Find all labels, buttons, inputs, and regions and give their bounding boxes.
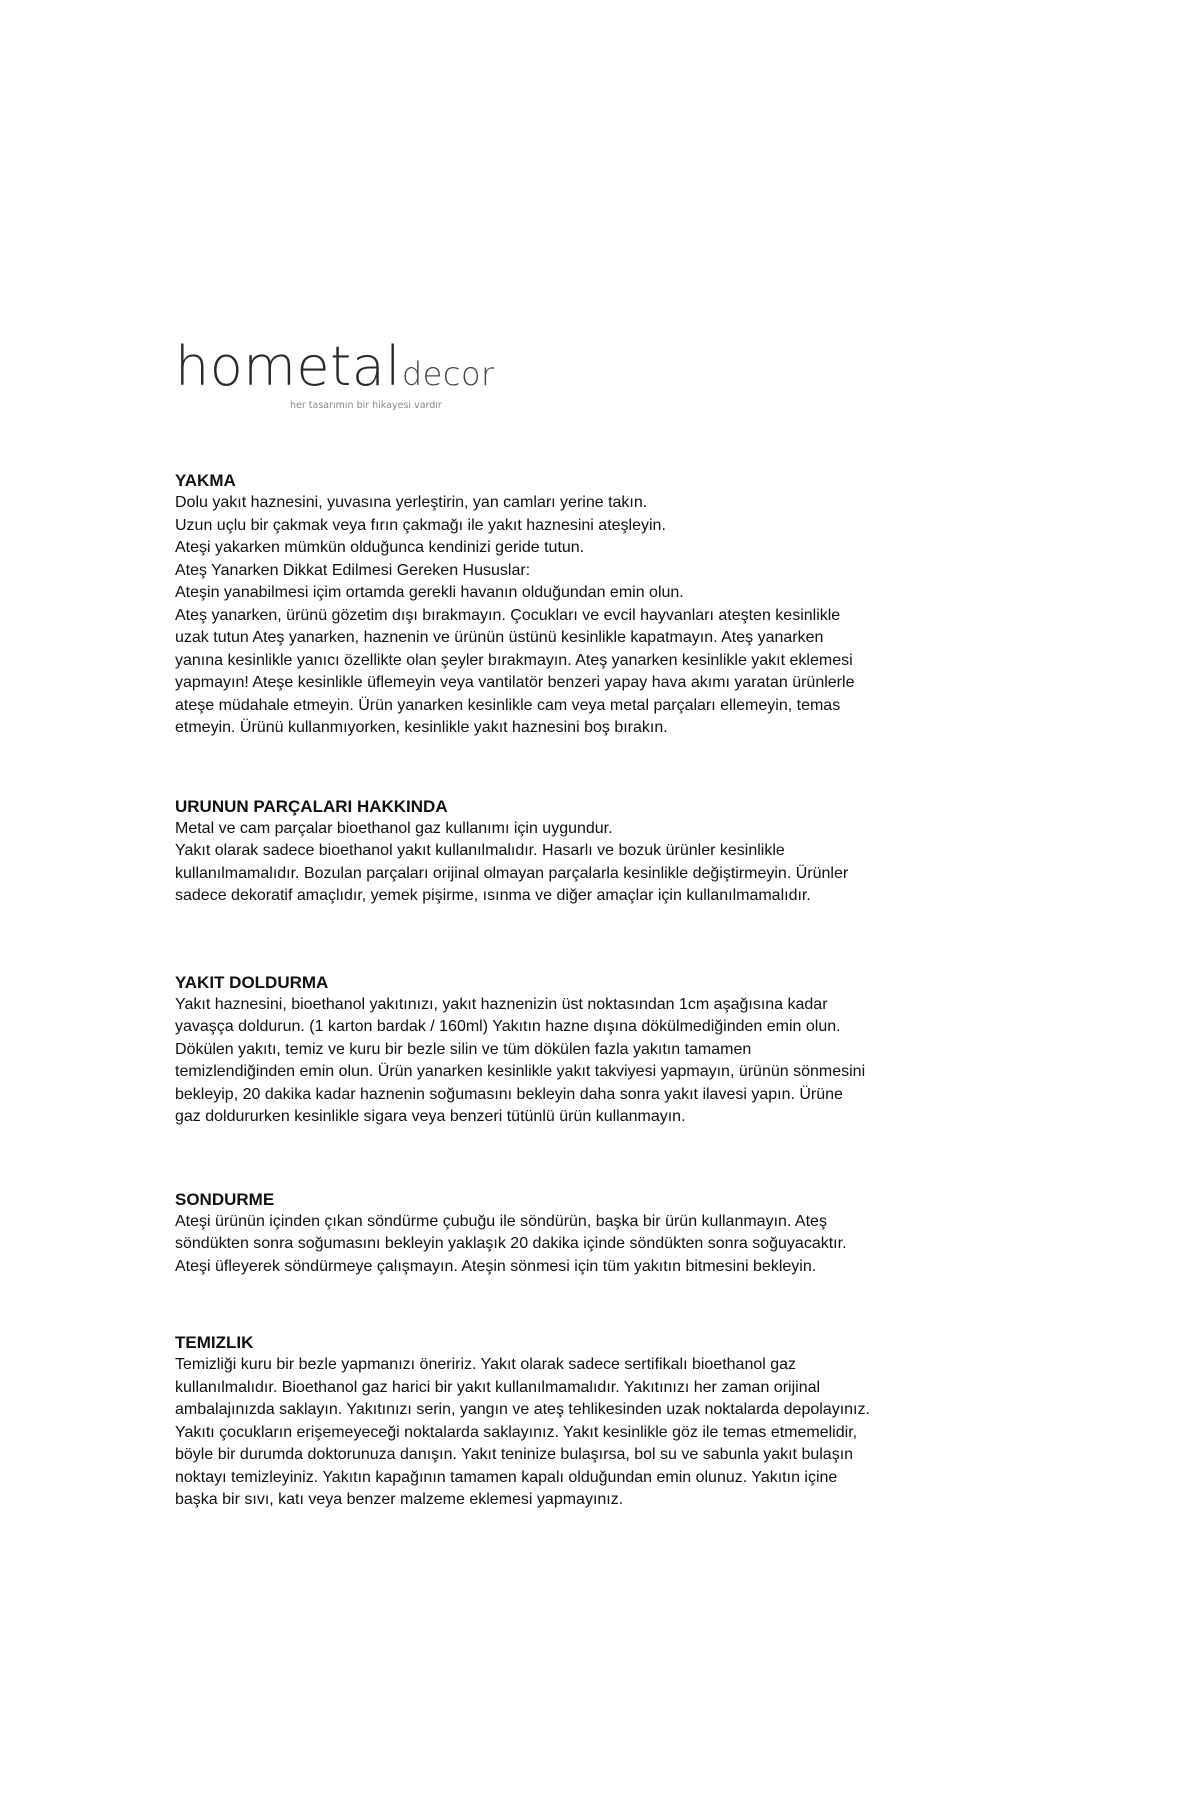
logo-tagline: her tasarımın bir hikayesi vardır — [290, 400, 442, 411]
body-line: temizlendiğinden emin olun. Ürün yanarken kesinlikle yakıt takviyesi yapmayın, ürünün sönmesini — [175, 1063, 866, 1080]
body-line: bekleyip, 20 dakika kadar haznenin soğumasını bekleyin daha sonra yakıt ilavesi yapın. Ürüne — [175, 1085, 843, 1103]
body-line: Ateşi üfleyerek söndürmeye çalışmayın. Ateşin sönmesi için tüm yakıtın bitmesini bekleyin. — [175, 1257, 817, 1275]
section-temizlik — [175, 1332, 1035, 1512]
body-line: ambalajınızda saklayın. Yakıtınızı serin, yangın ve ateş tehlikesinden uzak noktalarda depolayınız. — [175, 1401, 870, 1418]
section-sondurme — [175, 1189, 1035, 1279]
body-line: Yakıt olarak sadece bioethanol yakıt kullanılmalıdır. Hasarlı ve bozuk ürünler kesinlikle — [175, 842, 785, 859]
section-title: SONDURME — [175, 1189, 275, 1209]
brand-logo — [175, 335, 495, 420]
body-line: kullanılmamalıdır. Bozulan parçaları orijinal olmayan parçalarla kesinlikle değiştirmeyin. Ürünler — [175, 864, 849, 882]
body-line: böyle bir durumda doktorunuza danışın. Yakıt teninize bulaşırsa, bol su ve sabunla yakıt bulaşın — [175, 1446, 854, 1463]
body-line: Ateş Yanarken Dikkat Edilmesi Gereken Hususlar: — [175, 561, 531, 579]
body-line: yapmayın! Ateşe kesinlikle üflemeyin veya vantilatör benzeri yapay hava akımı yaratan ürünlerle — [175, 674, 855, 691]
body-line: Ateşin yanabilmesi içim ortamda gerekli havanın olduğundan emin olun. — [175, 584, 684, 601]
body-line: Ateşi yakarken mümkün olduğunca kendinizi geride tutun. — [175, 539, 585, 556]
body-line: Dolu yakıt haznesini, yuvasına yerleştirin, yan camları yerine takın. — [175, 494, 648, 511]
body-line: Temizliği kuru bir bezle yapmanızı öneririz. Yakıt olarak sadece sertifikalı bioethanol gaz — [175, 1356, 797, 1373]
body-line: ateşe müdahale etmeyin. Ürün yanarken kesinlikle cam veya metal parçaları ellemeyin, temas — [175, 696, 841, 714]
logo-wordmark-primary: hometal — [175, 335, 401, 398]
document-body — [175, 470, 1035, 1512]
section-urunun-parcalari — [175, 796, 1035, 908]
section-title: TEMIZLIK — [175, 1333, 254, 1352]
body-line: Dökülen yakıtı, temiz ve kuru bir bezle silin ve tüm dökülen fazla yakıtın tamamen — [175, 1040, 752, 1058]
body-line: Metal ve cam parçalar bioethanol gaz kullanımı için uygundur. — [175, 819, 613, 837]
logo-wordmark — [175, 335, 495, 398]
body-line: söndükten sonra soğumasını bekleyin yaklaşık 20 dakika içinde söndükten sonra soğuyacaktır. — [175, 1235, 847, 1252]
body-line: Yakıtı çocukların erişemeyeceği noktalarda saklayınız. Yakıt kesinlikle göz ile temas etmemelidir, — [175, 1423, 858, 1441]
body-line: sadece dekoratif amaçlıdır, yemek pişirme, ısınma ve diğer amaçlar için kullanılmamalıdır. — [175, 887, 811, 904]
section-title: YAKMA — [175, 471, 236, 490]
body-line: noktayı temizleyiniz. Yakıtın kapağının tamamen kapalı olduğundan emin olunuz. Yakıtın içine — [175, 1468, 838, 1486]
section-yakit-doldurma — [175, 972, 1035, 1129]
body-line: Yakıt haznesini, bioethanol yakıtınızı, yakıt haznenizin üst noktasından 1cm aşağısına kadar — [175, 995, 828, 1013]
body-line: başka bir sıvı, katı veya benzer malzeme eklemesi yapmayınız. — [175, 1491, 624, 1508]
body-line: yanına kesinlikle yanıcı özellikte olan şeyler bırakmayın. Ateş yanarken kesinlikle yakıt eklemesi — [175, 651, 853, 669]
body-line: kullanılmalıdır. Bioethanol gaz harici bir yakıt kullanılmamalıdır. Yakıtınızı her zaman orijinal — [175, 1378, 821, 1396]
section-yakma — [175, 470, 1035, 740]
body-line: yavaşça doldurun. (1 karton bardak / 160ml) Yakıtın hazne dışına dökülmediğinden emin olun. — [175, 1018, 841, 1035]
logo-wordmark-secondary: decor — [401, 355, 495, 393]
body-line: gaz doldururken kesinlikle sigara veya benzeri tütünlü ürün kullanmayın. — [175, 1108, 686, 1125]
body-line: Uzun uçlu bir çakmak veya fırın çakmağı ile yakıt haznesini ateşleyin. — [175, 516, 666, 534]
body-line: Ateş yanarken, ürünü gözetim dışı bırakmayın. Çocukları ve evcil hayvanları ateşten kesinlikle — [175, 606, 841, 624]
body-line: etmeyin. Ürünü kullanmıyorken, kesinlikle yakıt haznesini boş bırakın. — [175, 719, 668, 736]
body-line: uzak tutun Ateş yanarken, haznenin ve ürünün üstünü kesinlikle kapatmayın. Ateş yanarken — [175, 629, 824, 646]
section-title: YAKIT DOLDURMA — [175, 972, 329, 992]
body-line: Ateşi ürünün içinden çıkan söndürme çubuğu ile söndürün, başka bir ürün kullanmayın. Ateş — [175, 1212, 827, 1230]
section-title: URUNUN PARÇALARI HAKKINDA — [175, 796, 448, 816]
